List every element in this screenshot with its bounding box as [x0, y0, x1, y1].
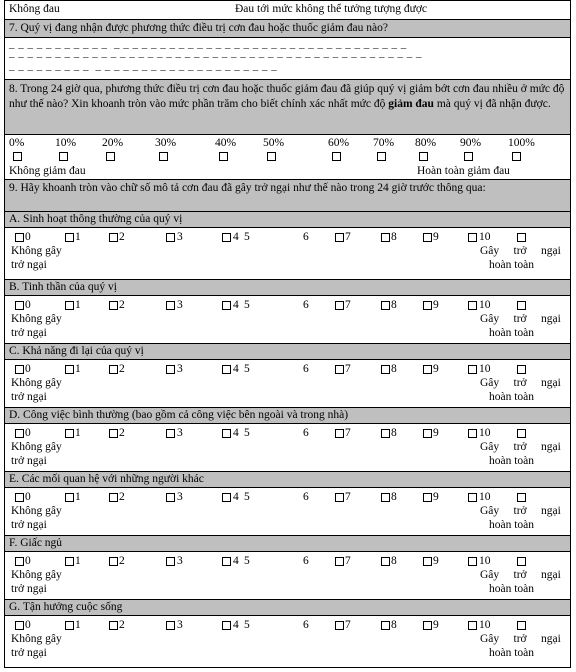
q8-percent-checkbox[interactable]	[464, 152, 473, 161]
q9-scale-checkbox[interactable]	[65, 301, 74, 310]
q9-scale-number: 0	[25, 363, 31, 375]
q9-scale-checkbox[interactable]	[468, 493, 477, 502]
q8-percent-label: 30%	[155, 137, 177, 149]
q8-percent-label: 10%	[55, 137, 77, 149]
q9-scale-number: 8	[391, 427, 397, 439]
q9-item-scale	[5, 227, 570, 279]
q8-percent-checkbox[interactable]	[267, 152, 276, 161]
q9-scale-checkbox[interactable]	[423, 365, 432, 374]
q9-scale-number: 3	[177, 555, 183, 567]
q9-scale-checkbox[interactable]	[423, 557, 432, 566]
q9-item-label-bar	[5, 471, 570, 487]
q9-scale-number: 2	[119, 491, 125, 503]
q9-scale-checkbox[interactable]	[166, 429, 175, 438]
q9-scale-number: 0	[25, 491, 31, 503]
q9-extra-checkbox[interactable]	[517, 429, 526, 438]
q8-percent-checkbox[interactable]	[419, 152, 428, 161]
q9-right-anchor-line2: hoàn toàn	[489, 327, 535, 339]
q9-scale-number: 4	[233, 299, 239, 311]
q9-scale-number: 6	[303, 363, 309, 375]
q9-scale-number: 9	[433, 427, 439, 439]
q9-item-label: A. Sinh hoạt thông thường của quý vị	[9, 213, 183, 225]
q9-scale-checkbox[interactable]	[335, 365, 344, 374]
q9-scale-number: 5	[244, 363, 250, 375]
q9-scale-number: 5	[244, 555, 250, 567]
q9-scale-number: 9	[433, 491, 439, 503]
q9-scale-checkbox[interactable]	[65, 429, 74, 438]
q9-scale-checkbox[interactable]	[468, 301, 477, 310]
q9-scale-number: 0	[25, 619, 31, 631]
q9-scale-number: 3	[177, 363, 183, 375]
q9-item-label-bar	[5, 343, 570, 359]
q9-item-scale	[5, 615, 570, 669]
q9-scale-checkbox[interactable]	[15, 493, 24, 502]
q8-left-anchor: Không giảm đau	[9, 165, 86, 177]
q9-scale-checkbox[interactable]	[222, 365, 231, 374]
q9-scale-checkbox[interactable]	[109, 365, 118, 374]
q9-scale-checkbox[interactable]	[381, 365, 390, 374]
q9-scale-number: 2	[119, 555, 125, 567]
q9-scale-number: 7	[345, 619, 351, 631]
q9-scale-number: 8	[391, 299, 397, 311]
header-left-anchor: Không đau	[9, 3, 60, 15]
q9-scale-checkbox[interactable]	[109, 621, 118, 630]
q9-extra-checkbox[interactable]	[517, 557, 526, 566]
q9-scale-number: 7	[345, 231, 351, 243]
q9-scale-number: 3	[177, 619, 183, 631]
q9-scale-checkbox[interactable]	[335, 621, 344, 630]
q9-scale-number: 1	[75, 491, 81, 503]
q9-scale-number: 6	[303, 491, 309, 503]
q9-left-anchor-line2: trở ngại	[11, 647, 47, 659]
q9-right-anchor-line2: hoàn toàn	[489, 391, 535, 403]
q9-scale-checkbox[interactable]	[222, 621, 231, 630]
q9-extra-checkbox[interactable]	[517, 365, 526, 374]
q9-right-anchor-line1: Gây trở ngại	[480, 313, 561, 325]
q9-scale-checkbox[interactable]	[381, 233, 390, 242]
q9-item-label: B. Tinh thần của quý vị	[9, 281, 117, 293]
q9-scale-number: 3	[177, 427, 183, 439]
q7-answer-line-2: – – – – – – – – – – – – – – – – – – – – – – – – – – – – – – – – – – – – – – – – – – – – –	[9, 51, 422, 63]
q9-scale-checkbox[interactable]	[15, 621, 24, 630]
q9-scale-checkbox[interactable]	[109, 493, 118, 502]
q9-scale-number: 0	[25, 427, 31, 439]
q9-left-anchor-line1: Không gây	[11, 633, 62, 645]
q9-scale-number: 7	[345, 363, 351, 375]
q8-percent-checkbox[interactable]	[59, 152, 68, 161]
q9-scale-checkbox[interactable]	[166, 557, 175, 566]
q9-scale-checkbox[interactable]	[15, 429, 24, 438]
q9-item-label-bar	[5, 407, 570, 423]
q9-scale-number: 0	[25, 299, 31, 311]
q9-scale-number: 8	[391, 491, 397, 503]
q9-question-bar	[5, 179, 570, 211]
q9-scale-checkbox[interactable]	[65, 365, 74, 374]
q8-percent-label: 40%	[215, 137, 237, 149]
q9-scale-checkbox[interactable]	[423, 233, 432, 242]
q9-scale-checkbox[interactable]	[65, 493, 74, 502]
q9-scale-number: 0	[25, 231, 31, 243]
q9-scale-number: 4	[233, 555, 239, 567]
questionnaire-page	[4, 0, 571, 668]
q9-scale-checkbox[interactable]	[222, 557, 231, 566]
q9-right-anchor-line1: Gây trở ngại	[480, 441, 561, 453]
q9-scale-number: 8	[391, 363, 397, 375]
q9-extra-checkbox[interactable]	[517, 233, 526, 242]
q9-scale-number: 8	[391, 231, 397, 243]
q9-item-scale	[5, 359, 570, 407]
q8-question: 8. Trong 24 giờ qua, phương thức điều trị cơn đau hoặc thuốc giảm đau đã giúp quý vị giảm bớt cơn đau nhiều ở mức độ như thế nào? Xin khoanh tròn vào mức phần trăm cho biết chính xác nhất mức độ giảm đau mà quý vị đã nhận được.	[9, 83, 565, 110]
q8-percent-checkbox[interactable]	[377, 152, 386, 161]
q9-scale-checkbox[interactable]	[381, 621, 390, 630]
q9-item-label: D. Công việc bình thường (bao gồm cả công việc bên ngoài và trong nhà)	[9, 409, 349, 421]
q9-scale-number: 4	[233, 619, 239, 631]
q9-scale-checkbox[interactable]	[166, 621, 175, 630]
q9-scale-number: 4	[233, 363, 239, 375]
q9-scale-number: 1	[75, 299, 81, 311]
q9-scale-checkbox[interactable]	[65, 557, 74, 566]
q8-percent-label: 20%	[102, 137, 124, 149]
q9-scale-number: 7	[345, 491, 351, 503]
q9-scale-number: 8	[391, 555, 397, 567]
q9-scale-checkbox[interactable]	[335, 301, 344, 310]
q9-scale-checkbox[interactable]	[381, 493, 390, 502]
q9-scale-checkbox[interactable]	[15, 365, 24, 374]
q7-answer-line-3: – – – – – – – – – – – – – – – – – – – – – – – – – – – – –	[9, 64, 278, 76]
q9-scale-checkbox[interactable]	[15, 301, 24, 310]
q9-scale-number: 4	[233, 231, 239, 243]
q9-scale-number: 7	[345, 299, 351, 311]
q9-item-scale	[5, 423, 570, 471]
q9-scale-number: 1	[75, 363, 81, 375]
q9-scale-number: 3	[177, 491, 183, 503]
q9-scale-checkbox[interactable]	[423, 621, 432, 630]
q9-right-anchor-line1: Gây trở ngại	[480, 569, 561, 581]
q8-percent-checkbox[interactable]	[106, 152, 115, 161]
q9-extra-checkbox[interactable]	[517, 621, 526, 630]
q9-scale-checkbox[interactable]	[468, 429, 477, 438]
q7-answer-area[interactable]	[5, 37, 570, 79]
q9-item-scale	[5, 295, 570, 343]
q8-percent-label: 90%	[460, 137, 482, 149]
header-right-anchor: Đau tới mức không thể tưởng tượng được	[235, 3, 428, 15]
q9-scale-number: 10	[479, 363, 491, 375]
q9-scale-number: 7	[345, 427, 351, 439]
q8-percent-checkbox[interactable]	[332, 152, 341, 161]
q9-scale-checkbox[interactable]	[166, 301, 175, 310]
q9-scale-checkbox[interactable]	[222, 493, 231, 502]
q9-scale-checkbox[interactable]	[65, 233, 74, 242]
q9-right-anchor-line2: hoàn toàn	[489, 259, 535, 271]
q9-scale-checkbox[interactable]	[222, 301, 231, 310]
q9-scale-number: 5	[244, 427, 250, 439]
q9-scale-number: 9	[433, 231, 439, 243]
q9-scale-number: 6	[303, 299, 309, 311]
q9-scale-checkbox[interactable]	[381, 429, 390, 438]
q9-scale-number: 1	[75, 555, 81, 567]
q9-scale-number: 5	[244, 491, 250, 503]
q8-question-bar	[5, 79, 570, 134]
q8-percent-label: 100%	[508, 137, 535, 149]
q9-item-label-bar	[5, 535, 570, 551]
q9-question: 9. Hãy khoanh tròn vào chữ số mô tả cơn đau đã gây trở ngại như thế nào trong 24 giờ trước thông qua:	[9, 182, 486, 194]
q9-item-label: G. Tận hưởng cuộc sống	[9, 601, 123, 613]
q8-percent-label: 80%	[415, 137, 437, 149]
q9-scale-number: 1	[75, 231, 81, 243]
q9-left-anchor-line2: trở ngại	[11, 391, 47, 403]
q9-scale-checkbox[interactable]	[381, 301, 390, 310]
q8-percent-checkbox[interactable]	[13, 152, 22, 161]
q9-scale-number: 10	[479, 231, 491, 243]
q9-right-anchor-line1: Gây trở ngại	[480, 505, 561, 517]
q7-question-bar	[5, 19, 570, 37]
q9-left-anchor-line2: trở ngại	[11, 259, 47, 271]
q9-scale-number: 5	[244, 231, 250, 243]
pain-scale-header	[5, 1, 570, 19]
q9-left-anchor-line1: Không gây	[11, 377, 62, 389]
q9-left-anchor-line1: Không gây	[11, 441, 62, 453]
q9-left-anchor-line1: Không gây	[11, 569, 62, 581]
q9-scale-number: 4	[233, 491, 239, 503]
q9-scale-number: 1	[75, 427, 81, 439]
q9-left-anchor-line2: trở ngại	[11, 327, 47, 339]
q9-scale-checkbox[interactable]	[222, 429, 231, 438]
q9-right-anchor-line1: Gây trở ngại	[480, 245, 561, 257]
q9-scale-number: 9	[433, 363, 439, 375]
q9-scale-number: 10	[479, 427, 491, 439]
q9-left-anchor-line1: Không gây	[11, 505, 62, 517]
q9-scale-checkbox[interactable]	[423, 493, 432, 502]
q8-percent-label: 50%	[263, 137, 285, 149]
q9-scale-checkbox[interactable]	[335, 493, 344, 502]
q9-scale-checkbox[interactable]	[109, 429, 118, 438]
q9-item-label-bar	[5, 279, 570, 295]
q9-item-label: E. Các mối quan hệ với những người khác	[9, 473, 204, 485]
q9-scale-checkbox[interactable]	[381, 557, 390, 566]
q9-item-scale	[5, 487, 570, 535]
q9-scale-number: 2	[119, 363, 125, 375]
q9-scale-number: 3	[177, 299, 183, 311]
q9-item-label-bar	[5, 599, 570, 615]
q9-scale-checkbox[interactable]	[335, 429, 344, 438]
q9-scale-checkbox[interactable]	[335, 233, 344, 242]
q9-scale-checkbox[interactable]	[468, 557, 477, 566]
q9-right-anchor-line2: hoàn toàn	[489, 519, 535, 531]
q9-right-anchor-line2: hoàn toàn	[489, 583, 535, 595]
q9-scale-number: 9	[433, 299, 439, 311]
q9-scale-checkbox[interactable]	[15, 233, 24, 242]
q9-scale-checkbox[interactable]	[109, 233, 118, 242]
q9-scale-checkbox[interactable]	[222, 233, 231, 242]
q8-relief-scale	[5, 134, 570, 179]
q9-scale-number: 5	[244, 299, 250, 311]
q9-scale-number: 4	[233, 427, 239, 439]
q9-scale-checkbox[interactable]	[335, 557, 344, 566]
q8-right-anchor: Hoàn toàn giảm đau	[417, 165, 510, 177]
q9-left-anchor-line1: Không gây	[11, 313, 62, 325]
q9-left-anchor-line2: trở ngại	[11, 455, 47, 467]
q9-scale-checkbox[interactable]	[468, 365, 477, 374]
q9-scale-checkbox[interactable]	[468, 621, 477, 630]
q9-right-anchor-line1: Gây trở ngại	[480, 633, 561, 645]
q9-right-anchor-line2: hoàn toàn	[489, 647, 535, 659]
q9-scale-checkbox[interactable]	[468, 233, 477, 242]
q9-scale-number: 7	[345, 555, 351, 567]
q8-percent-checkbox[interactable]	[512, 152, 521, 161]
q9-extra-checkbox[interactable]	[517, 301, 526, 310]
q9-scale-number: 8	[391, 619, 397, 631]
q9-scale-number: 6	[303, 555, 309, 567]
q9-scale-checkbox[interactable]	[15, 557, 24, 566]
q8-percent-label: 60%	[328, 137, 350, 149]
q9-scale-checkbox[interactable]	[109, 301, 118, 310]
q9-scale-number: 2	[119, 427, 125, 439]
q8-percent-label: 70%	[373, 137, 395, 149]
q9-scale-number: 3	[177, 231, 183, 243]
q9-scale-checkbox[interactable]	[166, 493, 175, 502]
q9-scale-number: 2	[119, 299, 125, 311]
q9-extra-checkbox[interactable]	[517, 493, 526, 502]
q9-scale-number: 10	[479, 299, 491, 311]
q9-item-label: C. Khả năng đi lại của quý vị	[9, 345, 144, 357]
q9-scale-number: 10	[479, 555, 491, 567]
q8-percent-checkbox[interactable]	[219, 152, 228, 161]
q9-scale-number: 0	[25, 555, 31, 567]
q9-scale-checkbox[interactable]	[423, 429, 432, 438]
q9-scale-number: 1	[75, 619, 81, 631]
q9-left-anchor-line2: trở ngại	[11, 519, 47, 531]
q9-right-anchor-line2: hoàn toàn	[489, 455, 535, 467]
q9-right-anchor-line1: Gây trở ngại	[480, 377, 561, 389]
q9-scale-checkbox[interactable]	[166, 233, 175, 242]
q9-scale-number: 2	[119, 231, 125, 243]
q9-scale-number: 10	[479, 619, 491, 631]
q9-left-anchor-line1: Không gây	[11, 245, 62, 257]
q7-question: 7. Quý vị đang nhận được phương thức điều trị cơn đau hoặc thuốc giảm đau nào?	[9, 22, 388, 34]
q8-percent-label: 0%	[9, 137, 25, 149]
q9-item-label-bar	[5, 211, 570, 227]
q9-scale-number: 6	[303, 231, 309, 243]
q9-scale-checkbox[interactable]	[65, 621, 74, 630]
q9-scale-number: 6	[303, 619, 309, 631]
q9-left-anchor-line2: trở ngại	[11, 583, 47, 595]
q9-item-scale	[5, 551, 570, 599]
q9-scale-number: 10	[479, 491, 491, 503]
q9-scale-number: 9	[433, 555, 439, 567]
q9-scale-checkbox[interactable]	[109, 557, 118, 566]
q9-scale-number: 5	[244, 619, 250, 631]
q9-scale-number: 9	[433, 619, 439, 631]
q7-answer-line-1: – – – – – – – – – – – – – – – – – – – – – – – – – – – – – – – – – – – – – – – – – – –	[9, 42, 407, 54]
q9-scale-checkbox[interactable]	[166, 365, 175, 374]
q9-scale-number: 6	[303, 427, 309, 439]
q9-scale-checkbox[interactable]	[423, 301, 432, 310]
q9-scale-number: 2	[119, 619, 125, 631]
q8-percent-checkbox[interactable]	[159, 152, 168, 161]
q9-item-label: F. Giấc ngủ	[9, 537, 63, 549]
